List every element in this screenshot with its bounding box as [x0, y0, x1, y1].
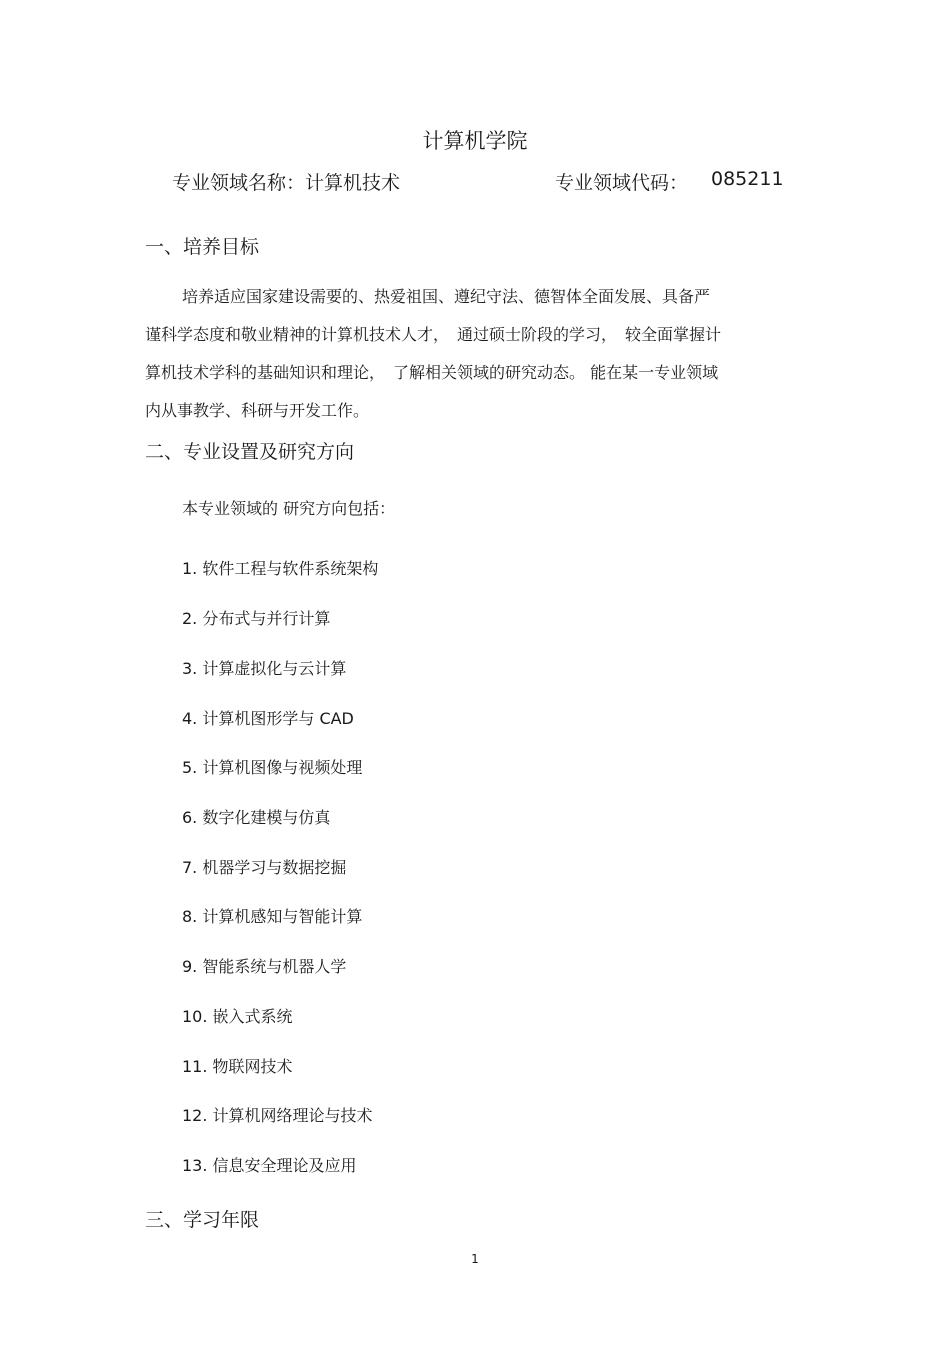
list-item: 9. 智能系统与机器人学	[182, 957, 347, 976]
directions-intro: 本专业领域的 研究方向包括：	[182, 499, 396, 518]
list-item: 5. 计算机图像与视频处理	[182, 758, 363, 777]
list-item: 13. 信息安全理论及应用	[182, 1156, 357, 1175]
field-name: 专业领域名称：计算机技术	[172, 172, 401, 194]
list-item: 7. 机器学习与数据挖掘	[182, 858, 347, 877]
field-code-label: 专业领域代码：	[555, 172, 689, 194]
page-title: 计算机学院	[422, 129, 528, 153]
paragraph-line: 谨科学态度和敬业精神的计算机技术人才， 通过硕士阶段的学习， 较全面掌握计	[145, 325, 722, 344]
section-heading-directions: 二、专业设置及研究方向	[145, 441, 355, 463]
paragraph-line: 内从事教学、科研与开发工作。	[145, 401, 370, 420]
list-item: 11. 物联网技术	[182, 1057, 293, 1076]
list-item: 2. 分布式与并行计算	[182, 609, 331, 628]
list-item: 10. 嵌入式系统	[182, 1007, 293, 1026]
list-item: 3. 计算虚拟化与云计算	[182, 659, 347, 678]
list-item: 8. 计算机感知与智能计算	[182, 907, 363, 926]
section-heading-goals: 一、培养目标	[145, 236, 260, 258]
paragraph-line: 算机技术学科的基础知识和理论， 了解相关领域的研究动态。 能在某一专业领域	[145, 363, 719, 382]
goals-paragraph	[145, 278, 805, 430]
list-item: 4. 计算机图形学与 CAD	[182, 709, 354, 728]
paragraph-line: 培养适应国家建设需要的、热爱祖国、遵纪守法、德智体全面发展、具备严	[182, 287, 711, 306]
field-code: 085211	[711, 168, 784, 190]
list-item: 6. 数字化建模与仿真	[182, 808, 331, 827]
page-number: 1	[471, 1252, 479, 1266]
list-item: 12. 计算机网络理论与技术	[182, 1106, 373, 1125]
list-item: 1. 软件工程与软件系统架构	[182, 559, 379, 578]
section-heading-duration: 三、学习年限	[145, 1209, 260, 1231]
